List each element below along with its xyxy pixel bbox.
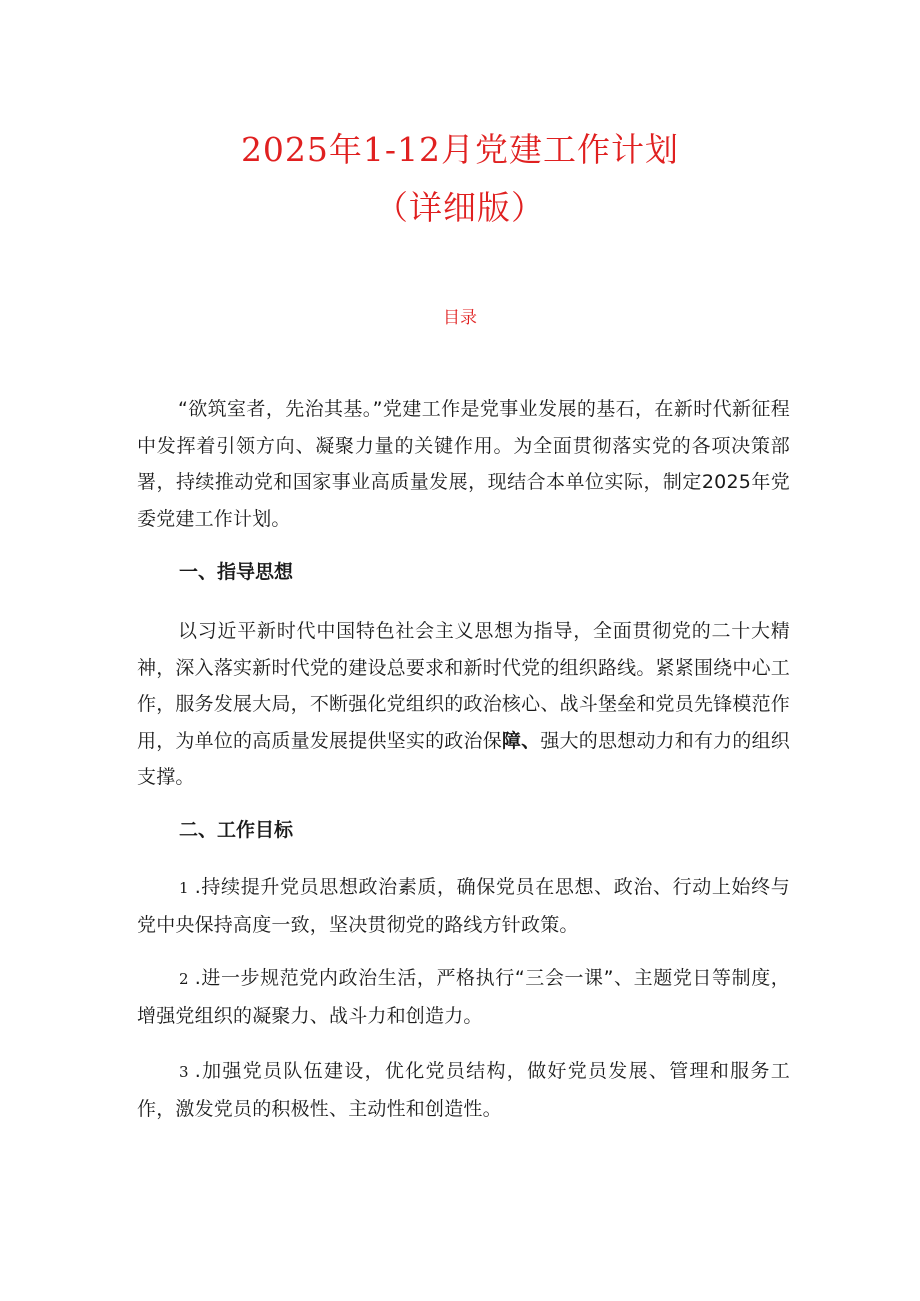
intro-paragraph: “欲筑室者，先治其基。”党建工作是党事业发展的基石，在新时代新征程中发挥着引领方向、凝聚力量的关键作用。为全面贯彻落实党的各项决策部署，持续推动党和国家事业高质量发展，现结合本单位实际，制定2025年党委党建工作计划。 bbox=[137, 398, 790, 530]
document-title: 2025年1-12月党建工作计划 bbox=[240, 130, 680, 169]
goal-item-number: 2 bbox=[179, 970, 189, 988]
goal-item-number: 1 bbox=[179, 879, 189, 897]
guiding-ideology-text-2: 强大的思想动力和有力的组织支撑。 bbox=[137, 729, 790, 788]
section-heading-work-goals: 二、工作目标 bbox=[179, 819, 294, 841]
document-subtitle: （详细版） bbox=[375, 188, 545, 227]
goal-item-number: 3 bbox=[179, 1063, 189, 1081]
guiding-ideology-text-1: 以习近平新时代中国特色社会主义思想为指导，全面贯彻党的二十大精神，深入落实新时代党的建设总要求和新时代党的组织路线。紧紧围绕中心工作，服务发展大局，不断强化党组织的政治核心、战斗堡垒和党员先锋模范作用，为单位的高质量发展提供坚实的政治保 bbox=[137, 620, 790, 752]
table-of-contents-label: 目录 bbox=[443, 308, 477, 328]
goal-item bbox=[137, 1053, 790, 1127]
goal-item-text: .加强党员队伍建设，优化党员结构，做好党员发展、管理和服务工作，激发党员的积极性、主动性和创造性。 bbox=[137, 1060, 790, 1120]
goal-item-text: .持续提升党员思想政治素质，确保党员在思想、政治、行动上始终与党中央保持高度一致，坚决贯彻党的路线方针政策。 bbox=[137, 876, 790, 936]
goal-item-text: .进一步规范党内政治生活，严格执行“三会一课”、主题党日等制度，增强党组织的凝聚力、战斗力和创造力。 bbox=[137, 967, 790, 1027]
section-heading-guiding-ideology: 一、指导思想 bbox=[179, 561, 294, 583]
goal-item bbox=[137, 960, 790, 1034]
guiding-ideology-paragraph bbox=[137, 613, 790, 796]
guiding-ideology-text-bold: 障、 bbox=[501, 729, 541, 752]
goal-item bbox=[137, 869, 790, 943]
